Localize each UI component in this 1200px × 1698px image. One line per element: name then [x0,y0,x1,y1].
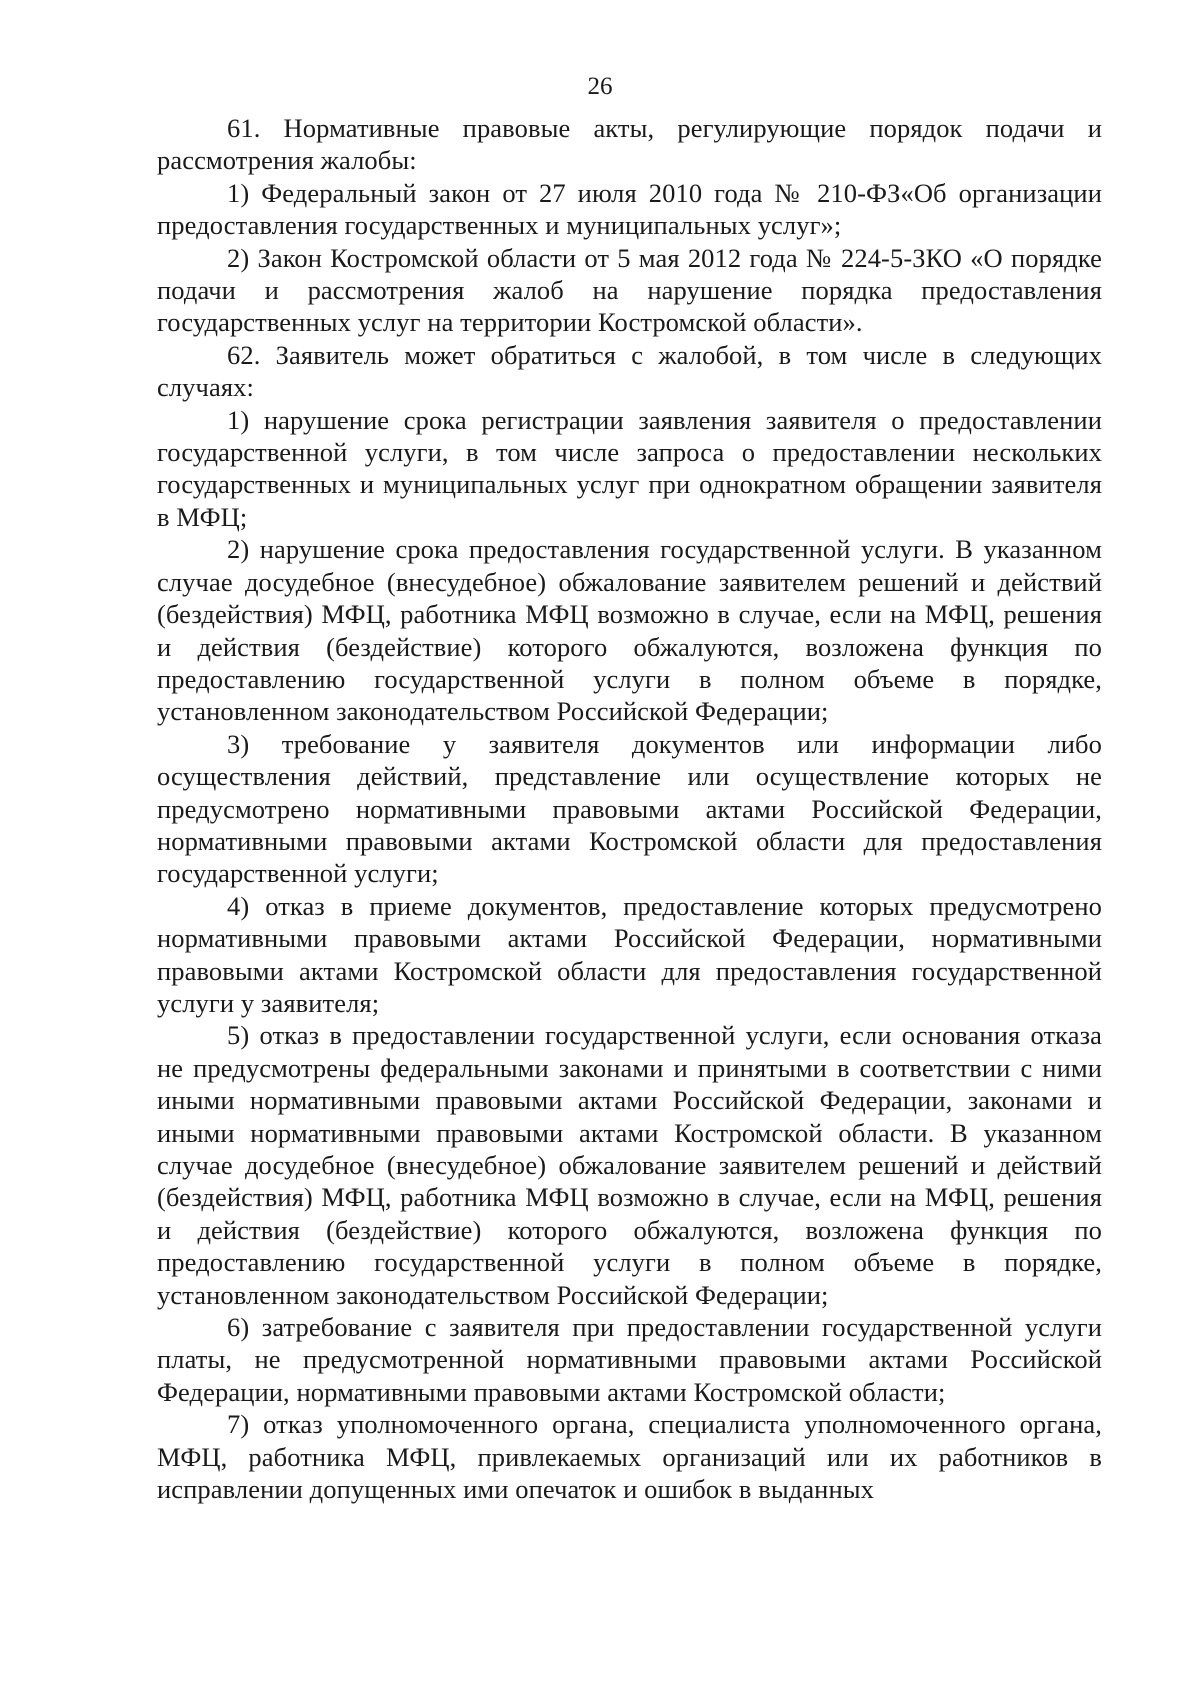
page-number: 26 [587,73,613,100]
paragraph-61: 61. Нормативные правовые акты, регулирующие порядок подачи и рассмотрения жалобы: [157,113,1102,176]
paragraph-61-item-1: 1) Федеральный закон от 27 июля 2010 года № 210-ФЗ«Об организации предоставления государственных и муниципальных услуг»; [157,177,1102,241]
paragraph-62-item-2: 2) нарушение срока предоставления государственной услуги. В указанном случае досудебное (внесудебное) обжалование заявителем решений и действий (бездействия) МФЦ, работника МФЦ возможно в случае, если на МФЦ, решения и действия (бездействие) которого обжалуются, возложена функция по предоставлению государственной услуги в полном объеме в порядке, установленном законодательством Российской Федерации; [157,534,1102,727]
paragraph-62-item-3: 3) требование у заявителя документов или информации либо осуществления действий, представление или осуществление которых не предусмотрено нормативными правовыми актами Российской Федерации, нормативными правовыми актами Костромской области для предоставления государственной услуги; [157,728,1102,889]
paragraph-62-item-5: 5) отказ в предоставлении государственной услуги, если основания отказа не предусмотрены федеральными законами и принятыми в соответствии с ними иными нормативными правовыми актами Российской Федерации, законами и иными нормативными правовыми актами Костромской области. В указанном случае досудебное (внесудебное) обжалование заявителем решений и действий (бездействия) МФЦ, работника МФЦ возможно в случае, если на МФЦ, решения и действия (бездействие) которого обжалуются, возложена функция по предоставлению государственной услуги в полном объеме в порядке, установленном законодательством Российской Федерации; [157,1020,1102,1310]
paragraph-62-item-7: 7) отказ уполномоченного органа, специалиста уполномоченного органа, МФЦ, работника МФЦ, привлекаемых организаций или их работников в исправлении допущенных ими опечаток и ошибок в выданных [157,1409,1102,1505]
paragraph-62-item-4: 4) отказ в приеме документов, предоставление которых предусмотрено нормативными правовыми актами Российской Федерации, нормативными правовыми актами Костромской области для предоставления государственной услуги у заявителя; [157,890,1102,1018]
document-body [157,112,1102,1505]
paragraph-62-item-1: 1) нарушение срока регистрации заявления заявителя о предоставлении государственной услуги, в том числе запроса о предоставлении нескольких государственных и муниципальных услуг при однократном обращении заявителя в МФЦ; [157,404,1102,532]
paragraph-61-item-2: 2) Закон Костромской области от 5 мая 2012 года № 224-5-ЗКО «О порядке подачи и рассмотрения жалоб на нарушение порядка предоставления государственных услуг на территории Костромской области». [157,242,1102,338]
paragraph-62-item-6: 6) затребование с заявителя при предоставлении государственной услуги платы, не предусмотренной нормативными правовыми актами Российской Федерации, нормативными правовыми актами Костромской области; [157,1312,1102,1407]
paragraph-62: 62. Заявитель может обратиться с жалобой, в том числе в следующих случаях: [157,339,1102,403]
